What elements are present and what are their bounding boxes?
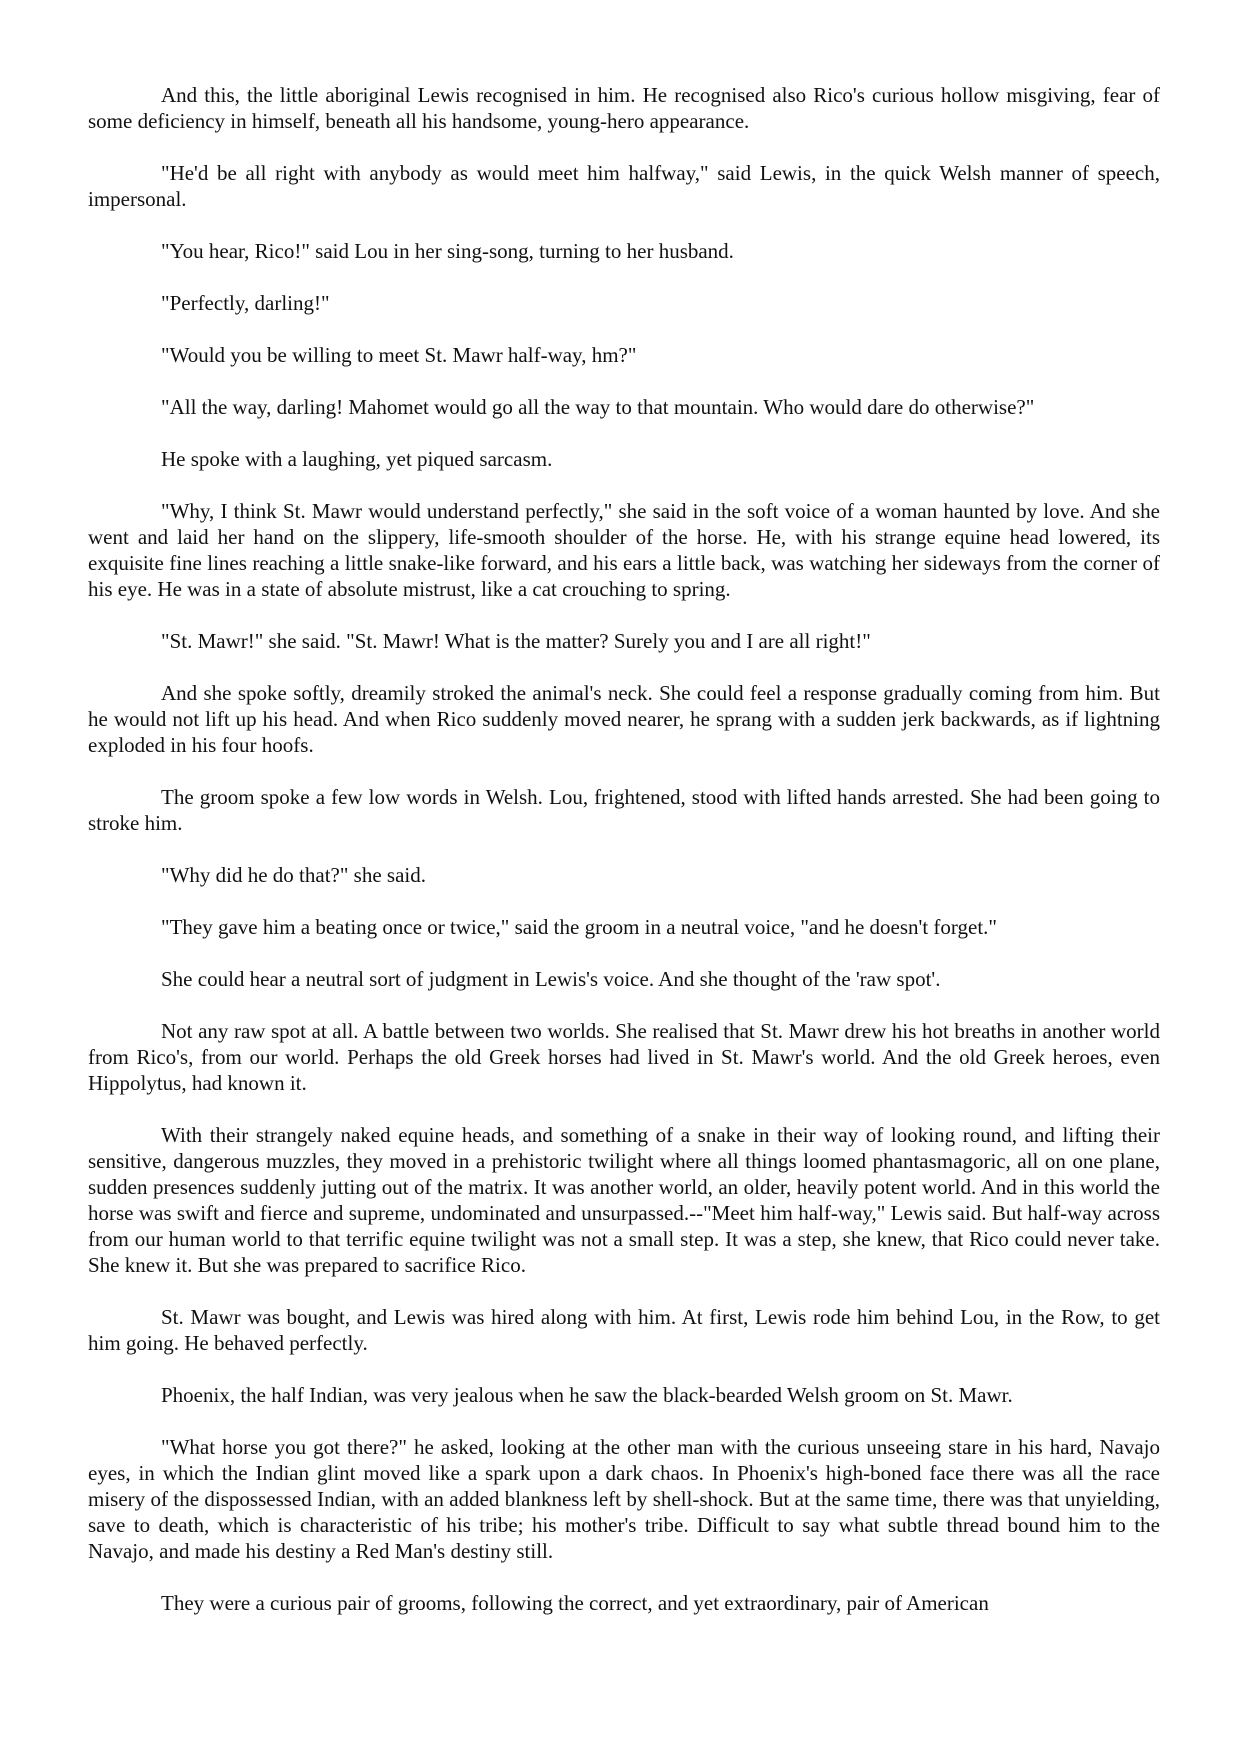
paragraph: "They gave him a beating once or twice," said the groom in a neutral voice, "and he doesn't forget.": [161, 915, 998, 939]
paragraph: With their strangely naked equine heads, and something of a snake in their way of looking round, and lifting their sensitive, dangerous muzzles, they moved in a prehistoric twilight where all things loomed phantasmagoric, all on one plane, sudden presences suddenly jutting out of the matrix. It was another world, an older, heavily potent world. And in this world the horse was swift and fierce and supreme, undominated and unsurpassed.--"Meet him half-way," Lewis said. But half-way across from our human world to that terrific equine twilight was not a small step. It was a step, she knew, that Rico could never take. She knew it. But she was prepared to sacrifice Rico.: [88, 1123, 1160, 1277]
paragraph: "St. Mawr!" she said. "St. Mawr! What is the matter? Surely you and I are all right!": [161, 629, 871, 653]
paragraph: She could hear a neutral sort of judgment in Lewis's voice. And she thought of the 'raw spot'.: [161, 967, 941, 991]
paragraph: "Perfectly, darling!": [161, 291, 330, 315]
document-page: [88, 82, 1160, 1616]
paragraph: They were a curious pair of grooms, following the correct, and yet extraordinary, pair of American: [161, 1591, 989, 1615]
paragraph: He spoke with a laughing, yet piqued sarcasm.: [161, 447, 553, 471]
paragraph: "Would you be willing to meet St. Mawr half-way, hm?": [161, 343, 637, 367]
paragraph: "Why, I think St. Mawr would understand perfectly," she said in the soft voice of a woman haunted by love. And she went and laid her hand on the slippery, life-smooth shoulder of the horse. He, with his strange equine head lowered, its exquisite fine lines reaching a little snake-like forward, and his ears a little back, was watching her sideways from the corner of his eye. He was in a state of absolute mistrust, like a cat crouching to spring.: [88, 499, 1160, 601]
paragraph: Phoenix, the half Indian, was very jealous when he saw the black-bearded Welsh groom on St. Mawr.: [161, 1383, 1013, 1407]
paragraph: "He'd be all right with anybody as would meet him halfway," said Lewis, in the quick Welsh manner of speech, impersonal.: [88, 161, 1160, 211]
paragraph: "Why did he do that?" she said.: [161, 863, 427, 887]
paragraph: "All the way, darling! Mahomet would go all the way to that mountain. Who would dare do otherwise?": [161, 395, 1035, 419]
paragraph: Not any raw spot at all. A battle between two worlds. She realised that St. Mawr drew his hot breaths in another world from Rico's, from our world. Perhaps the old Greek horses had lived in St. Mawr's world. And the old Greek heroes, even Hippolytus, had known it.: [88, 1019, 1160, 1095]
paragraph: The groom spoke a few low words in Welsh. Lou, frightened, stood with lifted hands arrested. She had been going to stroke him.: [88, 785, 1160, 835]
paragraph: And she spoke softly, dreamily stroked the animal's neck. She could feel a response gradually coming from him. But he would not lift up his head. And when Rico suddenly moved nearer, he sprang with a sudden jerk backwards, as if lightning exploded in his four hoofs.: [88, 681, 1160, 757]
paragraph: "What horse you got there?" he asked, looking at the other man with the curious unseeing stare in his hard, Navajo eyes, in which the Indian glint moved like a spark upon a dark chaos. In Phoenix's high-boned face there was all the race misery of the dispossessed Indian, with an added blankness left by shell-shock. But at the same time, there was that unyielding, save to death, which is characteristic of his tribe; his mother's tribe. Difficult to say what subtle thread bound him to the Navajo, and made his destiny a Red Man's destiny still.: [88, 1435, 1160, 1563]
paragraph: "You hear, Rico!" said Lou in her sing-song, turning to her husband.: [161, 239, 734, 263]
paragraph: And this, the little aboriginal Lewis recognised in him. He recognised also Rico's curious hollow misgiving, fear of some deficiency in himself, beneath all his handsome, young-hero appearance.: [88, 83, 1160, 133]
paragraph: St. Mawr was bought, and Lewis was hired along with him. At first, Lewis rode him behind Lou, in the Row, to get him going. He behaved perfectly.: [88, 1305, 1160, 1355]
